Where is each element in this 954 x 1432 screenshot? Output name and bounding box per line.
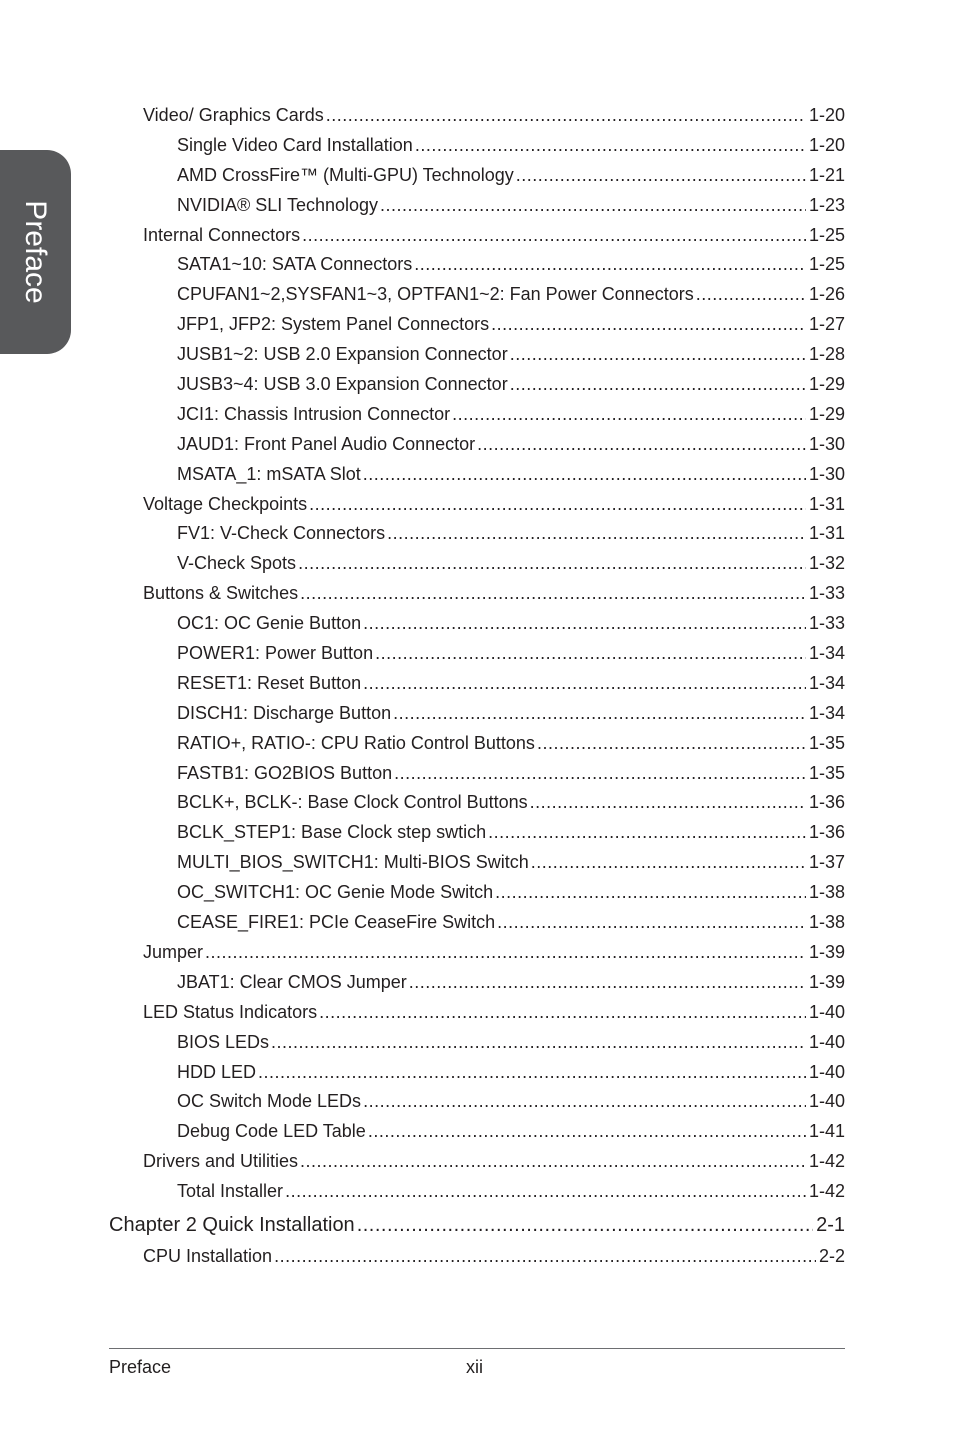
toc-leader-dots [363,609,806,639]
toc-leader-dots [363,1087,806,1117]
toc-leader-dots [309,490,806,520]
toc-entry-page: 1-26 [808,284,845,305]
toc-leader-dots [271,1028,806,1058]
toc-entry-title: FASTB1: GO2BIOS Button [177,762,393,783]
toc-leader-dots [510,340,806,370]
toc-entry-page: 1-25 [808,254,845,275]
toc-entry-title: BCLK_STEP1: Base Clock step swtich [177,822,487,843]
toc-leader-dots [497,908,806,938]
toc-entry-page: 1-25 [808,224,845,245]
toc-entry-title: CEASE_FIRE1: PCIe CeaseFire Switch [177,912,496,933]
toc-entry-page: 1-35 [808,732,845,753]
toc-entry[interactable] [0,430,845,460]
toc-entry[interactable] [0,1242,845,1272]
toc-leader-dots [415,131,806,161]
toc-entry-page: 1-29 [808,374,845,395]
toc-entry[interactable] [0,370,845,400]
toc-entry-page: 2-2 [818,1245,845,1266]
toc-entry-page: 1-40 [808,1001,845,1022]
toc-entry-page: 1-29 [808,403,845,424]
toc-entry-page: 1-34 [808,672,845,693]
toc-leader-dots [319,998,806,1028]
toc-leader-dots [477,430,806,460]
footer-page-number: xii [466,1357,483,1377]
toc-entry-page: 1-32 [808,553,845,574]
toc-entry-page: 1-42 [808,1151,845,1172]
toc-entry-page: 1-38 [808,882,845,903]
toc-entry[interactable] [0,191,845,221]
toc-entry[interactable] [0,759,845,789]
toc-leader-dots [300,1147,806,1177]
toc-entry[interactable] [0,1177,845,1207]
toc-entry[interactable] [0,310,845,340]
toc-entry[interactable] [0,1028,845,1058]
toc-entry-title: POWER1: Power Button [177,643,374,664]
toc-leader-dots [300,579,806,609]
toc-entry[interactable] [0,998,845,1028]
toc-entry-page: 1-37 [808,852,845,873]
toc-entry[interactable] [0,609,845,639]
toc-leader-dots [393,699,806,729]
toc-entry-page: 1-28 [808,344,845,365]
toc-leader-dots [488,818,806,848]
toc-entry-title: OC Switch Mode LEDs [177,1091,362,1112]
toc-entry-page: 1-20 [808,105,845,125]
toc-entry[interactable] [0,1147,845,1177]
toc-entry-page: 1-33 [808,613,845,634]
toc-leader-dots [414,250,806,280]
toc-entry-page: 1-30 [808,463,845,484]
toc-leader-dots [394,759,806,789]
toc-entry-title: Internal Connectors [143,224,301,245]
toc-leader-dots [452,400,806,430]
toc-entry[interactable] [0,101,845,131]
toc-entry[interactable] [0,968,845,998]
toc-entry-title: NVIDIA® SLI Technology [177,194,379,215]
toc-entry[interactable] [0,1087,845,1117]
toc-entry-title: Video/ Graphics Cards [143,105,324,125]
toc-entry-page: 1-33 [808,583,845,604]
toc-entry-page: 1-35 [808,762,845,783]
toc-entry[interactable] [0,549,845,579]
toc-entry-page: 1-39 [808,941,845,962]
toc-entry-title: JCI1: Chassis Intrusion Connector [177,403,451,424]
toc-entry-title: V-Check Spots [177,553,297,574]
toc-entry-title: MULTI_BIOS_SWITCH1: Multi-BIOS Switch [177,852,529,873]
toc-leader-dots [375,639,806,669]
toc-entry-page: 1-20 [808,134,845,155]
toc-entry-title: Buttons & Switches [143,583,299,604]
toc-entry-title: Voltage Checkpoints [143,493,308,514]
toc-leader-dots [387,519,806,549]
toc-entry-title: BIOS LEDs [177,1031,270,1052]
toc-leader-dots [516,161,806,191]
toc-entry-title: OC1: OC Genie Button [177,613,362,634]
toc-entry-page: 1-31 [808,523,845,544]
toc-leader-dots [495,878,806,908]
toc-entry-title: OC_SWITCH1: OC Genie Mode Switch [177,882,494,903]
toc-leader-dots [302,221,806,251]
footer-section-label: Preface [109,1357,172,1377]
toc-entry-page: 1-38 [808,912,845,933]
toc-entry-page: 1-36 [808,792,845,813]
toc-leader-dots [537,729,806,759]
toc-entry[interactable] [0,848,845,878]
toc-leader-dots [363,669,806,699]
toc-entry-page: 1-34 [808,702,845,723]
toc-leader-dots [357,1208,813,1242]
toc-entry-title: RESET1: Reset Button [177,672,362,693]
toc-entry[interactable] [0,221,845,251]
toc-leader-dots [530,788,806,818]
toc-leader-dots [531,848,806,878]
toc-leader-dots [363,460,806,490]
toc-entry-title: SATA1~10: SATA Connectors [177,254,413,275]
toc-leader-dots [409,968,806,998]
toc-entry-title: Single Video Card Installation [177,134,413,155]
toc-entry-title: Jumper [143,941,204,962]
toc-leader-dots [491,310,806,340]
toc-leader-dots [696,280,806,310]
toc-entry[interactable] [0,938,845,968]
toc-entry[interactable] [0,908,845,938]
toc-entry-page: 1-31 [808,493,845,514]
toc-leader-dots [258,1058,806,1088]
toc-entry[interactable] [0,878,845,908]
toc-entry-title: JAUD1: Front Panel Audio Connector [177,433,476,454]
toc-chapter-entry[interactable] [0,1208,845,1242]
toc-entry-title: HDD LED [177,1061,257,1082]
toc-entry-title: Debug Code LED Table [177,1121,366,1142]
toc-entry[interactable] [0,490,845,520]
toc-leader-dots [380,191,806,221]
toc-entry[interactable] [0,729,845,759]
toc-entry-title: LED Status Indicators [143,1001,318,1022]
toc-entry[interactable] [0,1117,845,1147]
toc-entry-page: 1-30 [808,433,845,454]
toc-entry[interactable] [0,131,845,161]
toc-entry-page: 1-40 [808,1091,845,1112]
toc-entry-title: JUSB3~4: USB 3.0 Expansion Connector [177,374,508,395]
toc-entry[interactable] [0,818,845,848]
toc-entry[interactable] [0,669,845,699]
toc-entry-title: BCLK+, BCLK-: Base Clock Control Buttons [177,792,528,813]
toc-entry-title: FV1: V-Check Connectors [177,523,386,544]
toc-entry-page: 1-40 [808,1031,845,1052]
toc-entry-title: MSATA_1: mSATA Slot [177,463,361,484]
toc-entry[interactable] [0,1058,845,1088]
toc-entry[interactable] [0,280,845,310]
toc-entry[interactable] [0,788,845,818]
toc-entry[interactable] [0,519,845,549]
toc-leader-dots [205,938,806,968]
toc-entry[interactable] [0,639,845,669]
toc-entry-page: 1-27 [808,314,845,335]
toc-entry-title: JUSB1~2: USB 2.0 Expansion Connector [177,344,508,365]
toc-entry-title: JBAT1: Clear CMOS Jumper [177,971,407,992]
toc-entry-page: 1-41 [808,1121,845,1142]
toc-entry[interactable] [0,340,845,370]
toc-entry[interactable] [0,460,845,490]
toc-entry[interactable] [0,250,845,280]
toc-entry-page: 2-1 [816,1213,845,1236]
toc-entry-title: CPU Installation [143,1245,273,1266]
toc-entry-page: 1-36 [808,822,845,843]
toc-entry-page: 1-40 [808,1061,845,1082]
toc-entry-page: 1-42 [808,1181,845,1202]
toc-entry-title: AMD CrossFire™ (Multi-GPU) Technology [177,164,514,185]
footer-divider [109,1348,845,1349]
toc-entry-title: JFP1, JFP2: System Panel Connectors [177,314,490,335]
toc-entry[interactable] [0,699,845,729]
toc-leader-dots [368,1117,806,1147]
toc-entry-title: RATIO+, RATIO-: CPU Ratio Control Buttons [177,732,535,753]
toc-entry-title: CPUFAN1~2,SYSFAN1~3, OPTFAN1~2: Fan Power Connectors [177,284,694,305]
toc-entry-page: 1-21 [808,164,845,185]
toc-entry-page: 1-23 [808,194,845,215]
toc-entry-title: Drivers and Utilities [143,1151,299,1172]
toc-leader-dots [298,549,806,579]
toc-entry-title: Total Installer [177,1181,284,1202]
toc-leader-dots [274,1242,816,1272]
toc-entry-page: 1-34 [808,643,845,664]
toc-entry-title: Chapter 2 Quick Installation [109,1213,355,1236]
toc-leader-dots [510,370,806,400]
table-of-contents [0,101,954,1272]
toc-entry-title: DISCH1: Discharge Button [177,702,392,723]
toc-entry[interactable] [0,400,845,430]
toc-entry[interactable] [0,579,845,609]
toc-entry[interactable] [0,161,845,191]
toc-leader-dots [326,101,806,131]
toc-leader-dots [285,1177,806,1207]
toc-entry-page: 1-39 [808,971,845,992]
side-tab-label: Preface [19,200,52,304]
